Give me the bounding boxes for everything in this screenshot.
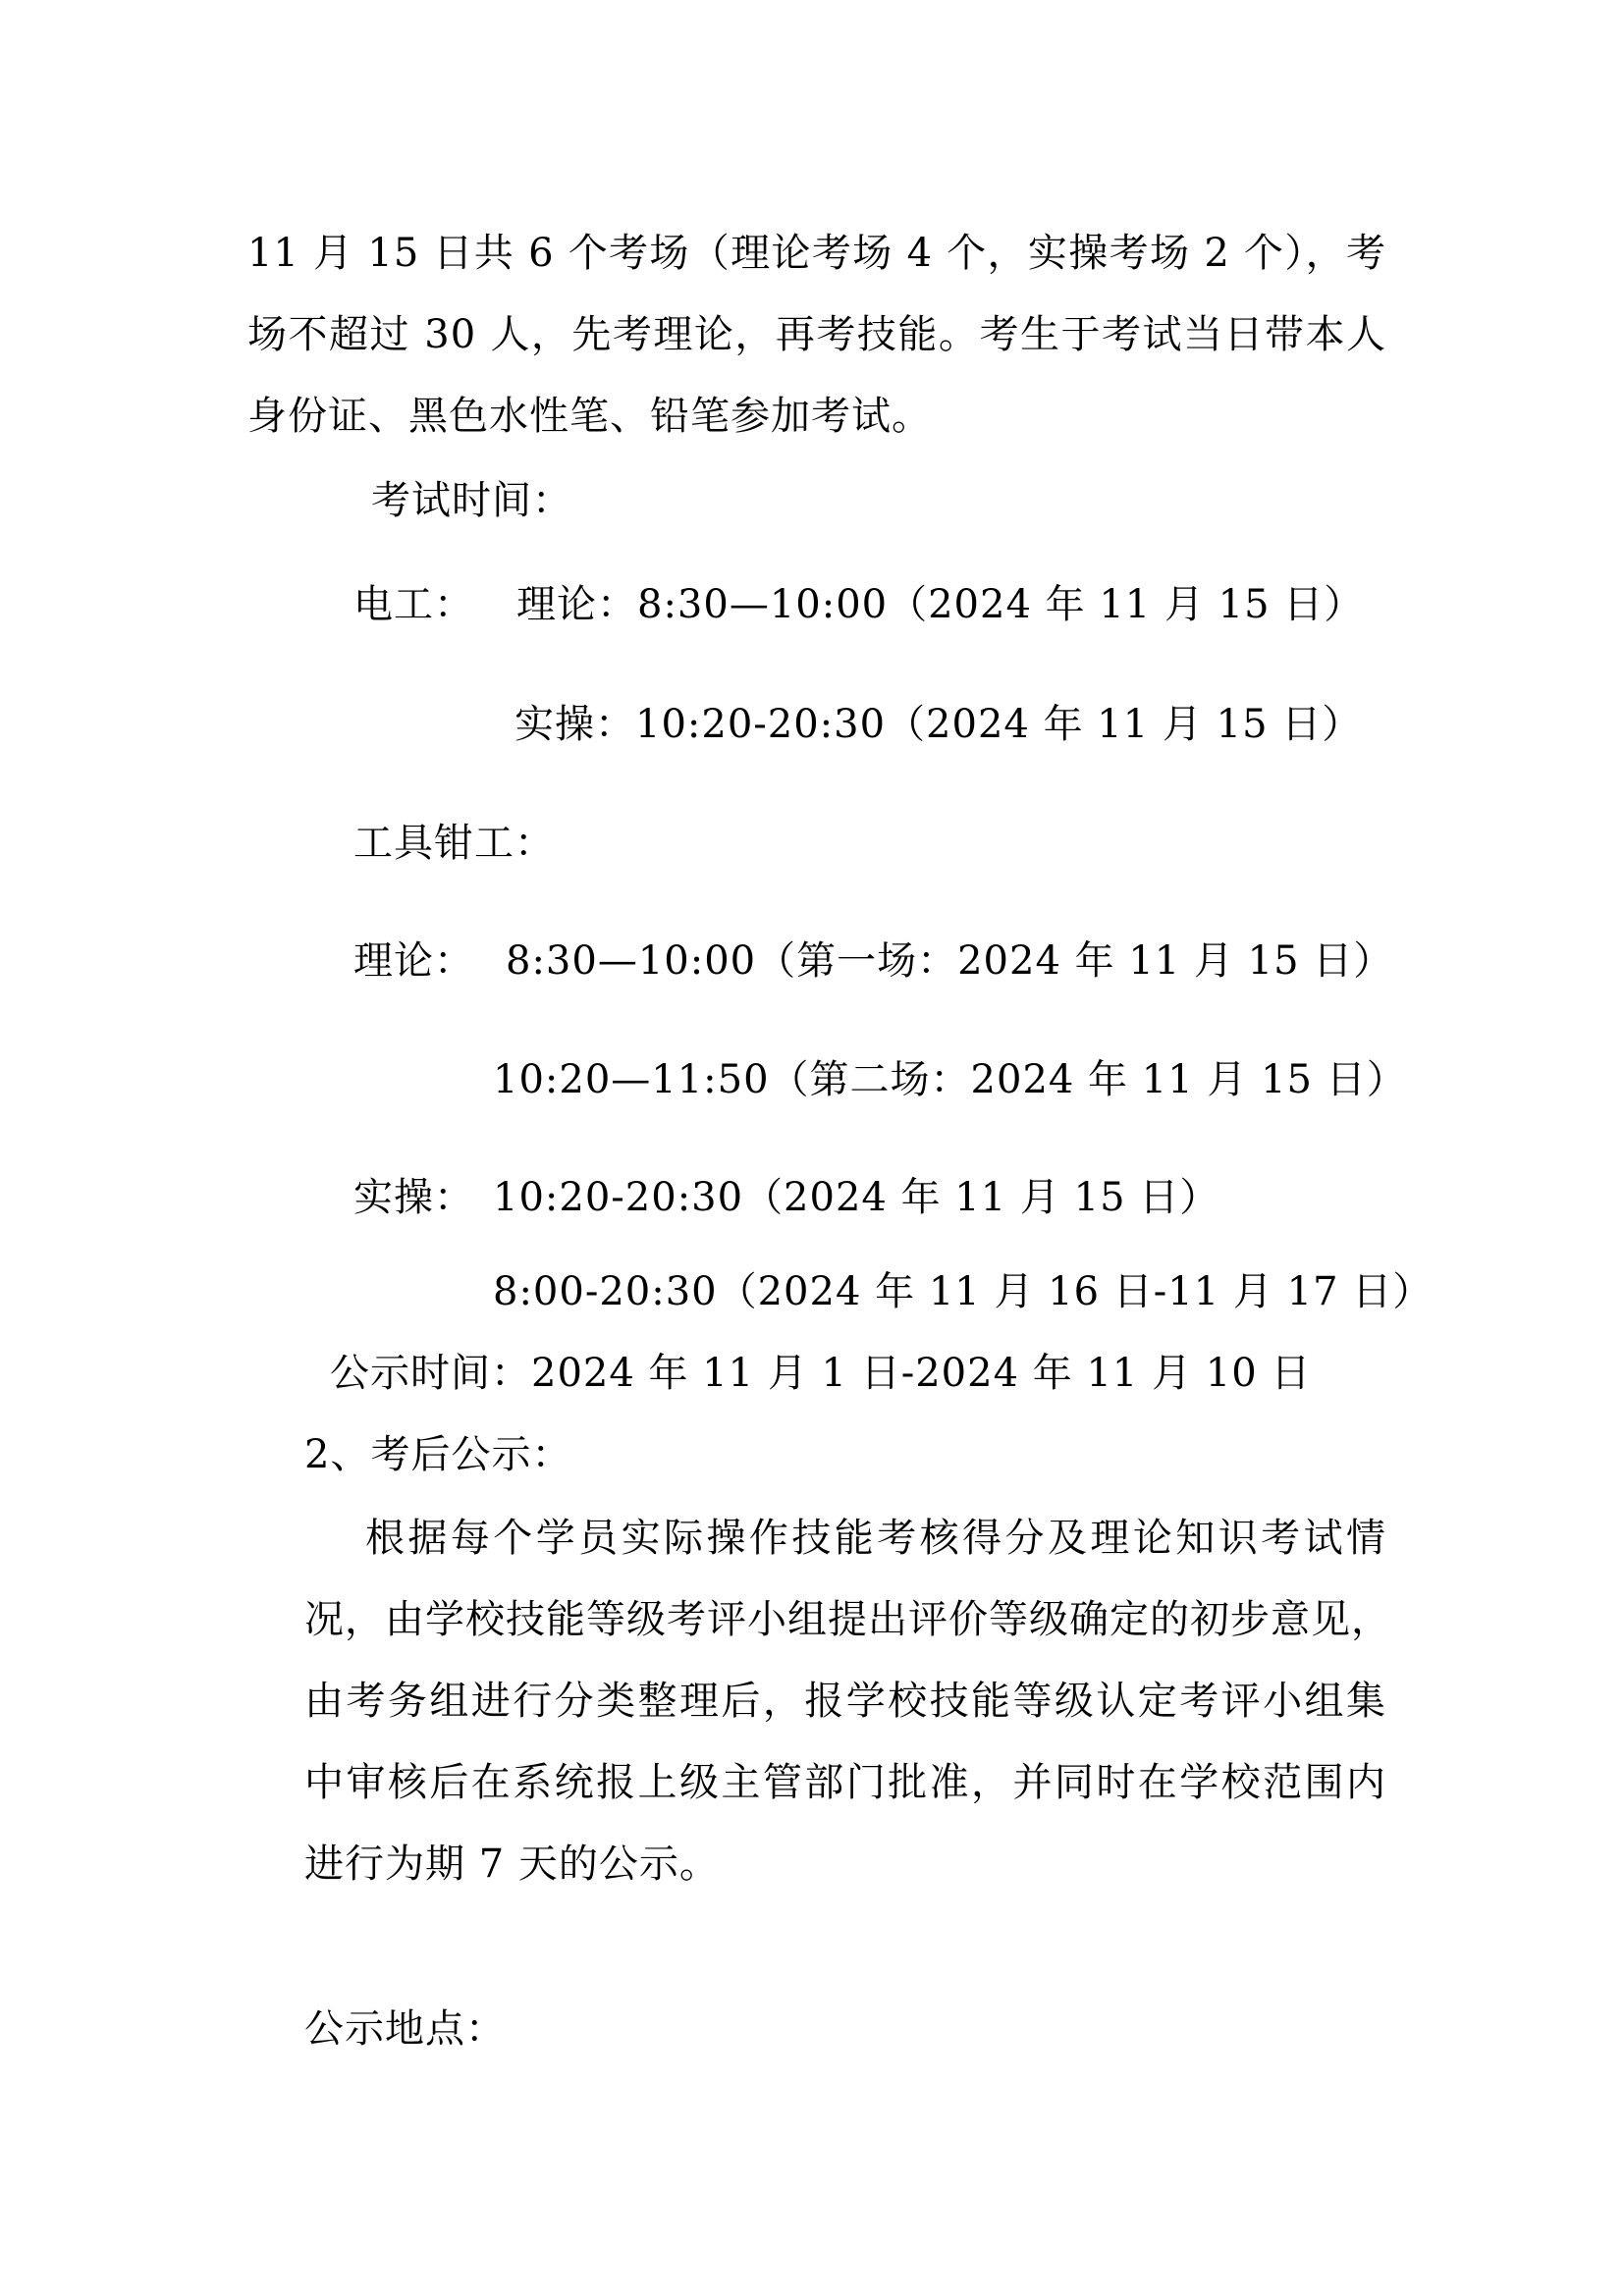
section2-line2: 况，由学校技能等级考评小组提出评价等级确定的初步意见， [304,1597,1391,1642]
section2-line5: 进行为期 7 天的公示。 [304,1842,720,1887]
paragraph1-line2: 场不超过 30 人，先考理论，再考技能。考生于考试当日带本人 [247,312,1386,357]
exam-time-heading: 考试时间： [371,478,572,523]
section2-heading: 2、考后公示： [304,1432,572,1477]
tool-fitter-practice-session2: 8:00-20:30（2024 年 11 月 16 日-11 月 17 日） [493,1269,1434,1314]
section2-line3: 由考务组进行分类整理后，报学校技能等级认定考评小组集 [304,1679,1386,1724]
tool-fitter-theory-session1: 8:30—10:00（第一场：2024 年 11 月 15 日） [506,938,1394,984]
electrician-theory: 理论：8:30—10:00（2024 年 11 月 15 日） [516,582,1365,627]
section2-line1: 根据每个学员实际操作技能考核得分及理论知识考试情 [365,1516,1386,1561]
announcement-time: 公示时间：2024 年 11 月 1 日-2024 年 11 月 10 日 [330,1351,1312,1396]
tool-fitter-theory-session2: 10:20—11:50（第二场：2024 年 11 月 15 日） [493,1057,1407,1102]
paragraph1-line3: 身份证、黑色水性笔、铅笔参加考试。 [247,394,932,439]
announcement-place: 公示地点： [304,2006,506,2052]
tool-fitter-theory-row [353,937,1394,985]
tool-fitter-theory-label: 理论： [353,938,474,984]
electrician-row [353,581,1365,628]
tool-fitter-practice-row [353,1174,1335,1221]
electrician-label: 电工： [353,582,474,627]
tool-fitter-heading: 工具钳工： [353,821,555,866]
section2-line4: 中审核后在系统报上级主管部门批准，并同时在学校范围内 [304,1760,1386,1805]
tool-fitter-practice-session1: 10:20-20:30（2024 年 11 月 15 日） [493,1175,1220,1220]
paragraph1-line1: 11 月 15 日共 6 个考场（理论考场 4 个，实操考场 2 个），考 [247,231,1386,276]
electrician-practice: 实操：10:20-20:30（2024 年 11 月 15 日） [514,702,1363,747]
tool-fitter-practice-label: 实操： [353,1175,474,1220]
